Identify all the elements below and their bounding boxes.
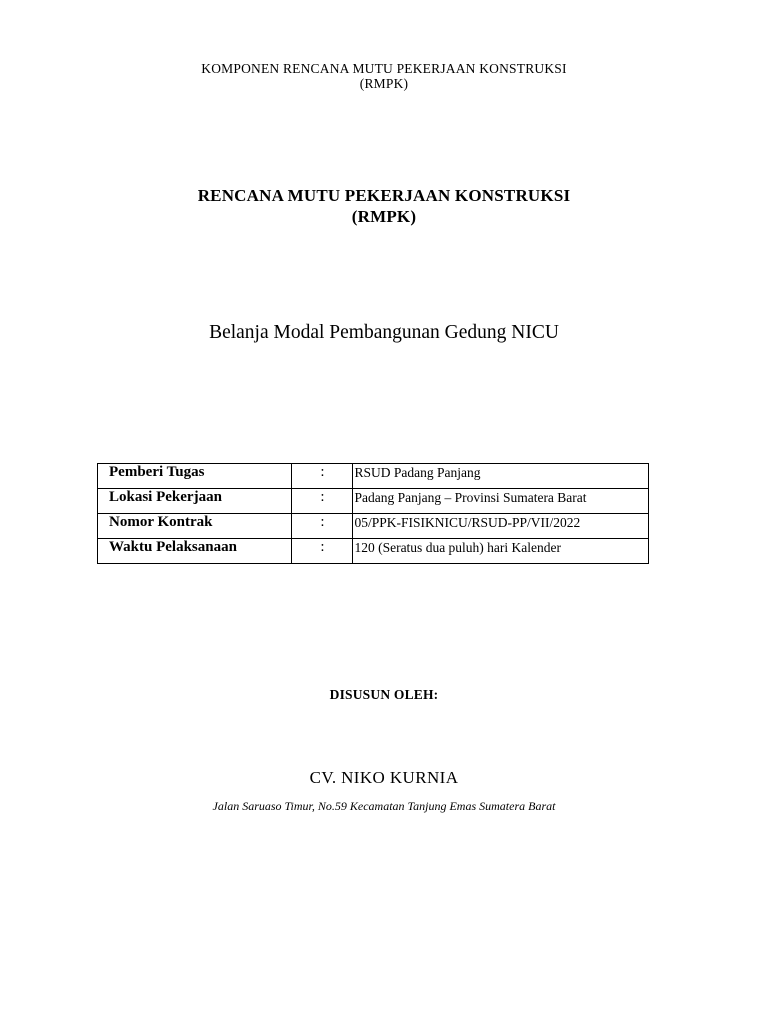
row-value: 05/PPK-FISIKNICU/RSUD-PP/VII/2022: [353, 514, 649, 539]
row-label: Pemberi Tugas: [98, 464, 292, 489]
row-value: 120 (Seratus dua puluh) hari Kalender: [353, 539, 649, 564]
subheading-line-1: KOMPONEN RENCANA MUTU PEKERJAAN KONSTRUKSI: [201, 61, 567, 76]
row-colon: :: [292, 514, 353, 539]
company-address: Jalan Saruaso Timur, No.59 Kecamatan Tanjung Emas Sumatera Barat: [212, 799, 556, 813]
row-colon: :: [292, 539, 353, 564]
row-colon: :: [292, 489, 353, 514]
project-title: Belanja Modal Pembangunan Gedung NICU: [209, 322, 559, 343]
document-title: [0, 185, 768, 227]
table-row-waktu-pelaksanaan: [98, 539, 649, 564]
row-colon: :: [292, 464, 353, 489]
row-label: Lokasi Pekerjaan: [98, 489, 292, 514]
company-name: CV. NIKO KURNIA: [309, 768, 459, 787]
row-value: Padang Panjang – Provinsi Sumatera Barat: [353, 489, 649, 514]
project-info-table: [97, 463, 649, 564]
title-line-2: (RMPK): [351, 207, 417, 226]
row-label: Nomor Kontrak: [98, 514, 292, 539]
prepared-by-label: DISUSUN OLEH:: [329, 687, 439, 702]
row-label: Waktu Pelaksanaan: [98, 539, 292, 564]
table-row-nomor-kontrak: [98, 514, 649, 539]
title-line-1: RENCANA MUTU PEKERJAAN KONSTRUKSI: [197, 186, 571, 205]
subheading-line-2: (RMPK): [359, 76, 409, 91]
table-row-lokasi-pekerjaan: [98, 489, 649, 514]
document-subheading: [0, 61, 768, 91]
row-value: RSUD Padang Panjang: [353, 464, 649, 489]
table-row-pemberi-tugas: [98, 464, 649, 489]
